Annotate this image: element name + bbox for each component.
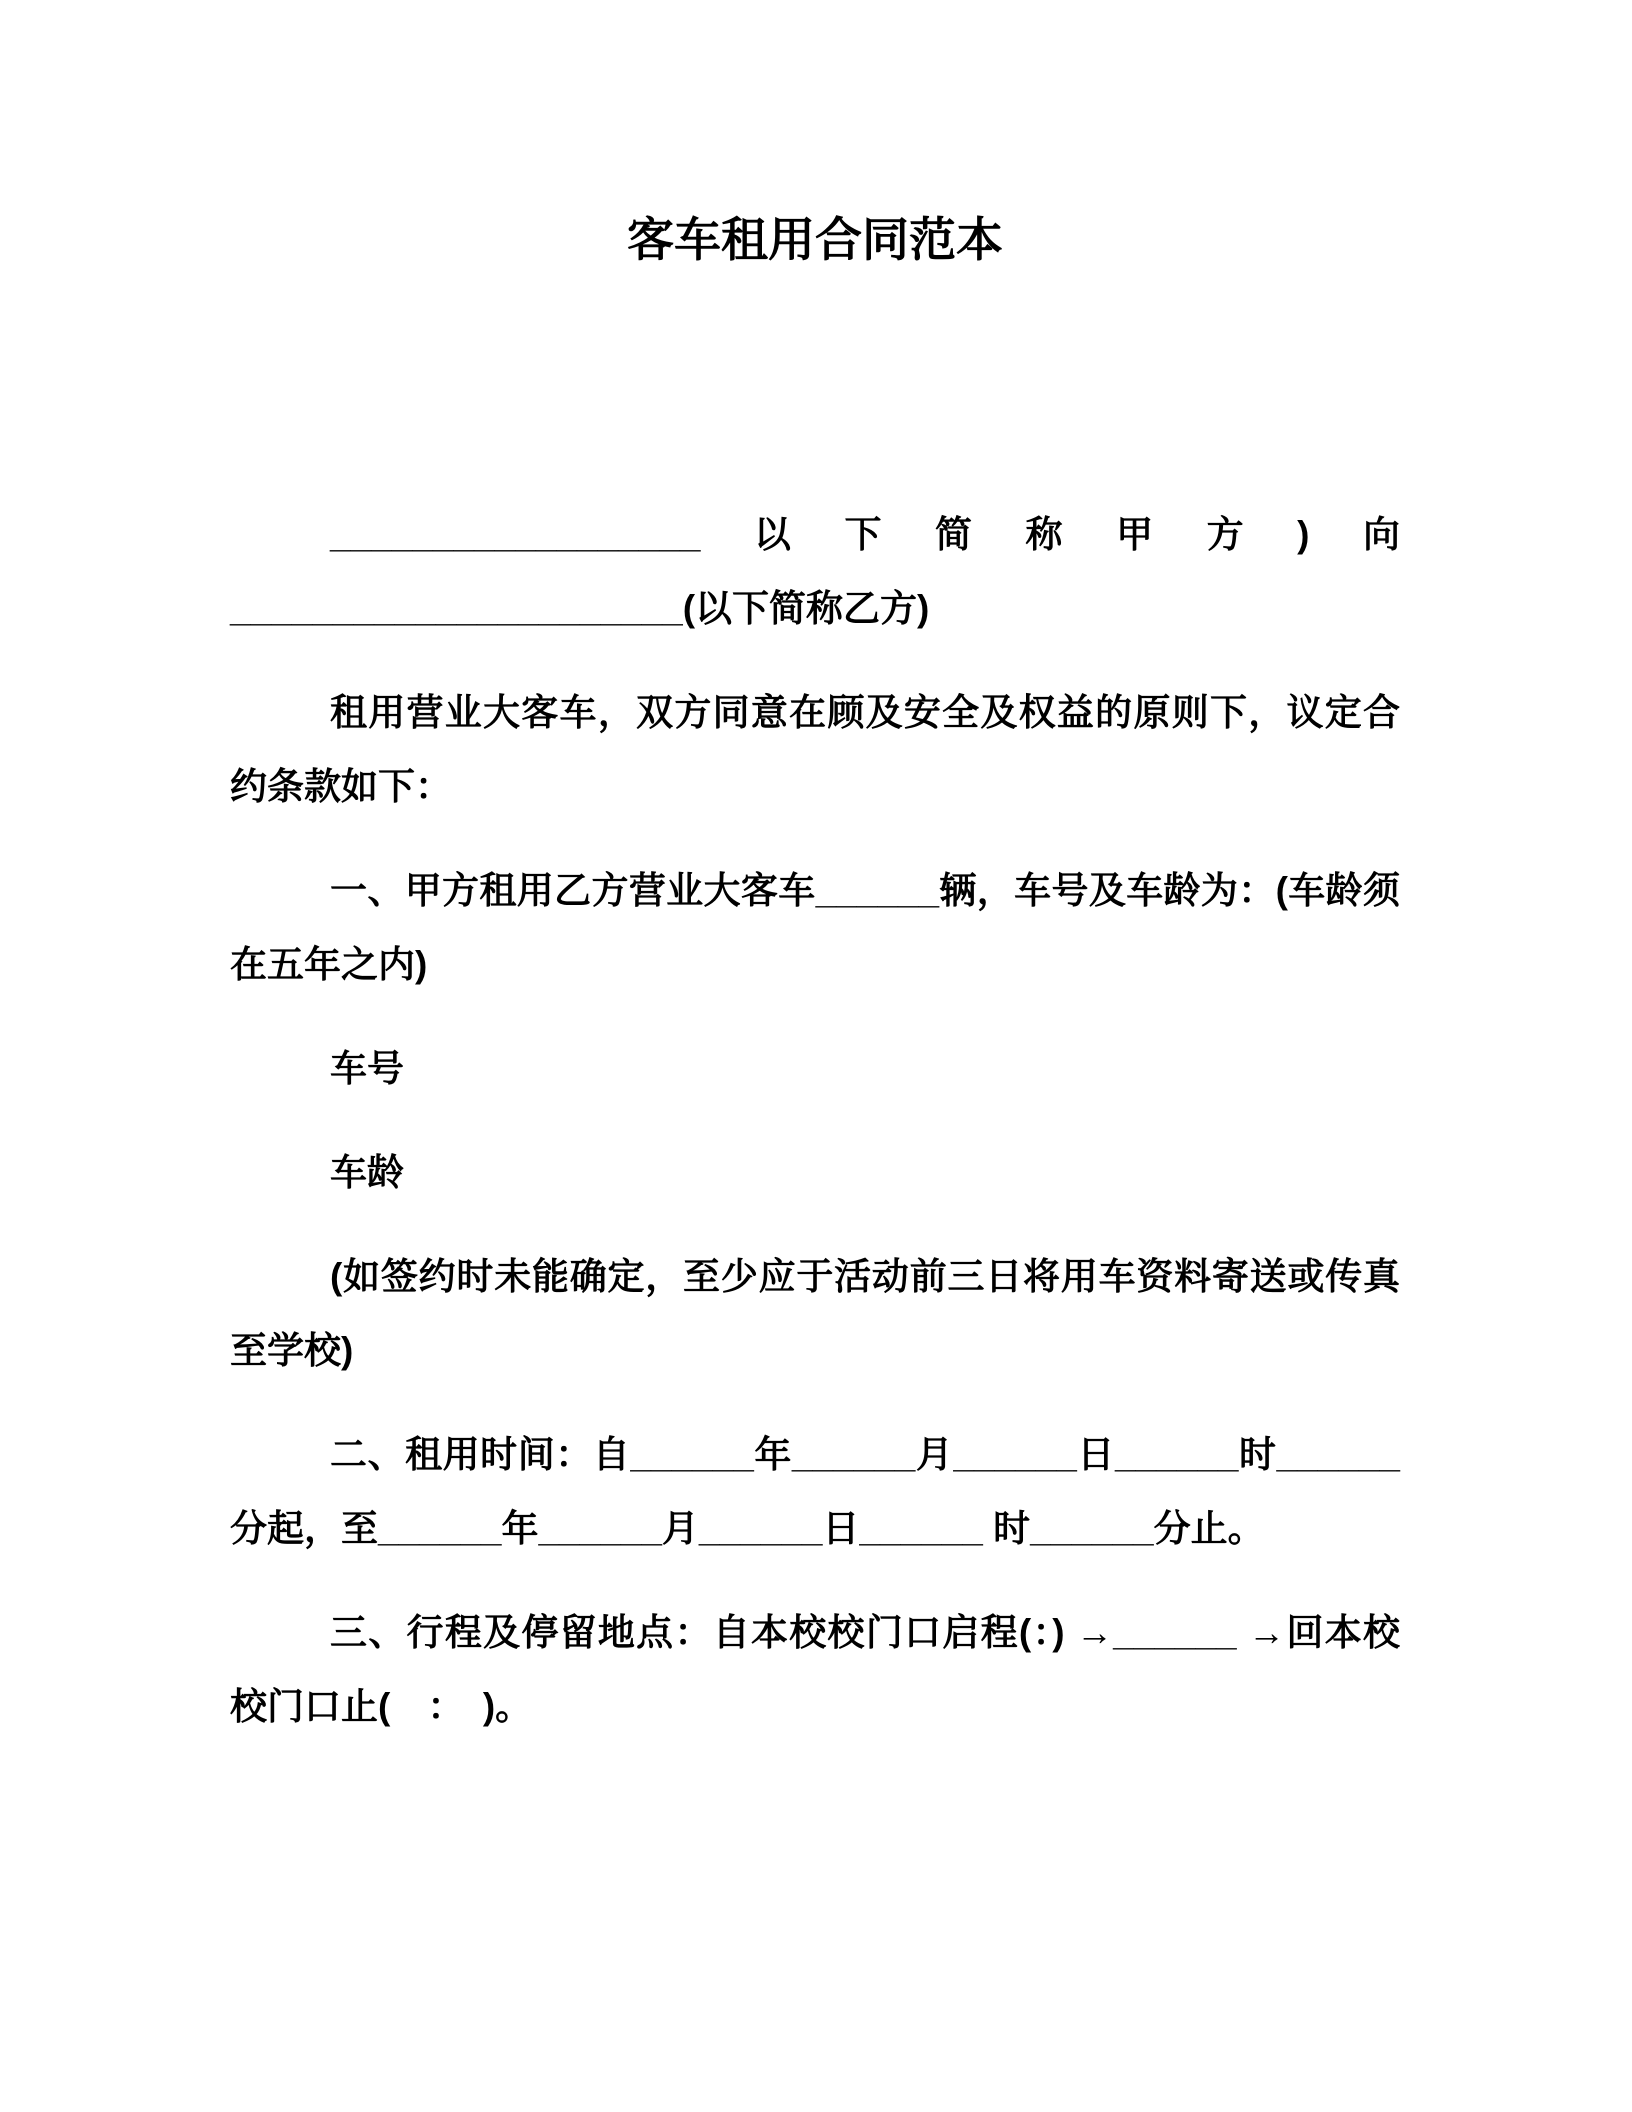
paragraph-party-names: __________________以下简称甲方)向______________________(以下简称乙方) [230, 514, 1400, 629]
clause-3-itinerary: 三、行程及停留地点：自本校校门口启程(：) →______ →回本校校门口止( ： )。 [230, 1612, 1400, 1727]
document-title: 客车租用合同范本 [627, 213, 1003, 266]
clause-2-rental-time: 二、租用时间：自______年______月______日______时______分起，至______年______月______日______ 时______分止。 [230, 1434, 1400, 1549]
label-vehicle-number: 车号 [330, 1048, 404, 1089]
label-vehicle-age: 车龄 [330, 1152, 404, 1193]
clause-1-vehicle: 一、甲方租用乙方营业大客车______辆，车号及车龄为：(车龄须在五年之内) [230, 870, 1400, 985]
clause-1-note: (如签约时未能确定，至少应于活动前三日将用车资料寄送或传真至学校) [230, 1256, 1400, 1371]
paragraph-preamble: 租用营业大客车，双方同意在顾及安全及权益的原则下，议定合约条款如下： [230, 692, 1400, 807]
